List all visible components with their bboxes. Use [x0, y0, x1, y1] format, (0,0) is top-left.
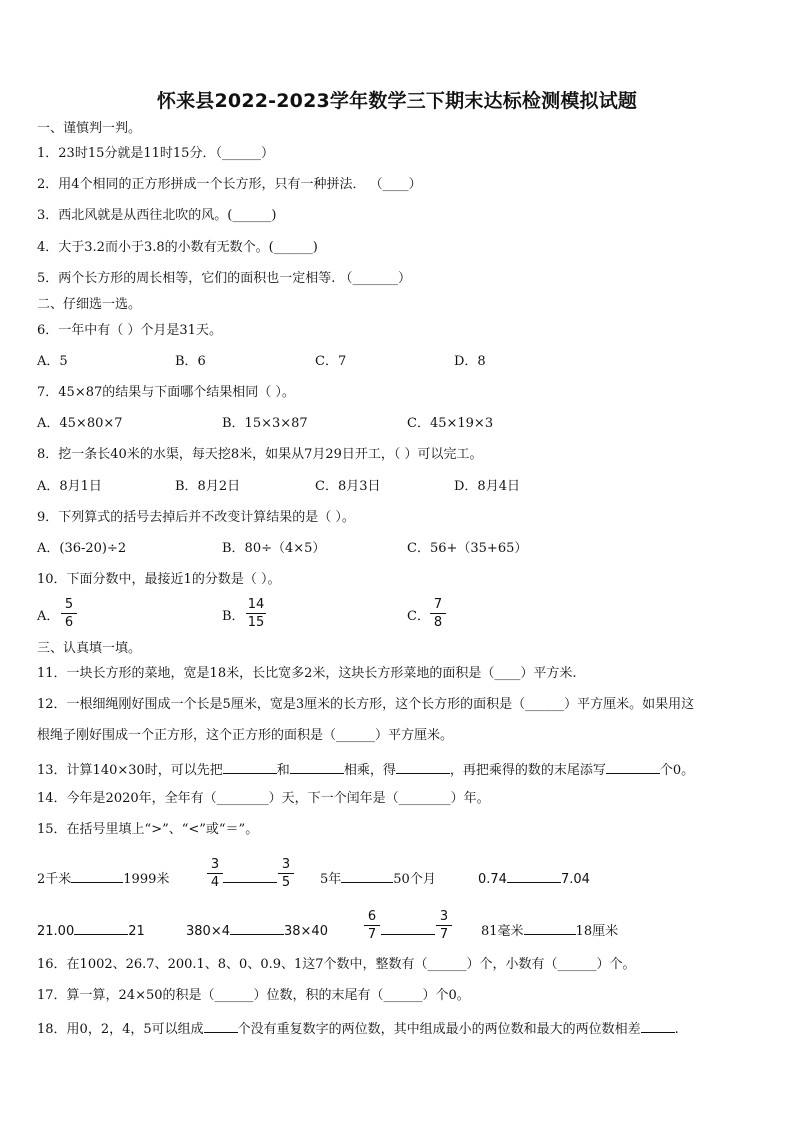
compare-item-length [481, 920, 618, 941]
question-17: 17．算一算，24×50的积是（______）位数，积的末尾有（______）个0。 [37, 988, 470, 1003]
fraction-denominator: 4 [210, 875, 220, 890]
fraction-numerator: 3 [281, 857, 291, 872]
compare-fraction-left-2 [364, 909, 380, 942]
question-18 [37, 1018, 679, 1039]
question-15-stem: 15．在括号里填上“>”、“<”或“＝”。 [37, 822, 259, 837]
fraction-denominator: 6 [64, 615, 74, 630]
question-10-option-a-fraction [61, 597, 77, 630]
compare-right: 18厘米 [575, 924, 619, 939]
compare-right: 38×40 [283, 924, 328, 939]
compare-item-products [186, 920, 328, 941]
compare-fraction-blank [223, 868, 277, 889]
question-7-option-c: C．45×19×3 [407, 416, 494, 431]
question-9-option-c: C．56+（35+65） [407, 541, 528, 556]
question-18-part-1: 18．用0，2，4，5可以组成 [37, 1022, 204, 1037]
section-heading-fill: 三、认真填一填。 [37, 641, 142, 656]
question-6-option-b: B．6 [175, 354, 206, 369]
question-4: 4．大于3.2而小于3.8的小数有无数个。(______) [37, 240, 318, 255]
compare-item-decimals [478, 868, 590, 889]
fraction-numerator: 3 [439, 909, 449, 924]
answer-blank[interactable] [606, 759, 660, 774]
fraction-bar [436, 925, 452, 926]
answer-blank[interactable] [74, 920, 128, 935]
fraction-numerator: 14 [247, 597, 265, 612]
question-8-option-d: D．8月4日 [454, 479, 520, 494]
compare-right: 50个月 [393, 872, 436, 887]
fraction-bar [430, 613, 446, 614]
section-heading-judge: 一、谨慎判一判。 [37, 121, 142, 136]
question-13 [37, 759, 694, 780]
compare-item-km [37, 868, 169, 889]
page-title: 怀来县2022-2023学年数学三下期末达标检测模拟试题 [156, 90, 638, 112]
question-9-stem: 9．下列算式的括号去掉后并不改变计算结果的是（ ）。 [37, 510, 355, 525]
question-7-option-a: A．45×80×7 [37, 416, 123, 431]
question-9-option-a: A．(36-20)÷2 [37, 541, 127, 556]
fraction-denominator: 15 [247, 615, 265, 630]
answer-blank[interactable] [223, 868, 277, 883]
fraction-bar [207, 873, 223, 874]
compare-fraction-blank-2 [381, 920, 435, 941]
fraction-numerator: 5 [64, 597, 74, 612]
compare-item-years [320, 868, 436, 889]
question-18-part-2: 个没有重复数字的两位数，其中组成最小的两位数和最大的两位数相差 [237, 1022, 641, 1037]
compare-item-decimal-whole [37, 920, 145, 941]
question-7-option-b: B．15×3×87 [222, 416, 308, 431]
question-14: 14．今年是2020年，全年有（________）天，下一个闰年是（________）年。 [37, 791, 490, 806]
compare-left: 21.00 [37, 924, 75, 939]
compare-left: 380×4 [186, 924, 230, 939]
fraction-denominator: 7 [367, 927, 377, 942]
answer-blank[interactable] [381, 920, 435, 935]
fraction-bar [364, 925, 380, 926]
question-13-part-2: 和 [276, 763, 290, 778]
compare-fraction-left [207, 857, 223, 890]
compare-right: 21 [128, 924, 145, 939]
question-9-option-b: B．80÷（4×5） [222, 541, 326, 556]
answer-blank[interactable] [507, 868, 561, 883]
answer-blank[interactable] [204, 1018, 238, 1033]
fraction-bar [61, 613, 77, 614]
fraction-bar [246, 613, 266, 614]
question-10-option-c-label: C． [407, 609, 430, 624]
compare-left: 0.74 [478, 872, 507, 887]
question-8-option-b: B．8月2日 [175, 479, 241, 494]
fraction-numerator: 7 [433, 597, 443, 612]
compare-left: 2千米 [37, 872, 72, 887]
fraction-denominator: 5 [281, 875, 291, 890]
question-13-part-4: ，再把乘得的数的末尾添写 [449, 763, 606, 778]
question-8-option-a: A．8月1日 [37, 479, 102, 494]
question-13-part-5: 个0。 [659, 763, 695, 778]
compare-left: 5年 [320, 872, 342, 887]
answer-blank[interactable] [524, 920, 576, 935]
answer-blank[interactable] [290, 759, 344, 774]
fraction-numerator: 3 [210, 857, 220, 872]
answer-blank[interactable] [641, 1018, 675, 1033]
answer-blank[interactable] [71, 868, 123, 883]
question-5: 5．两个长方形的周长相等，它们的面积也一定相等. （_______） [37, 271, 412, 286]
question-16: 16．在1002、26.7、200.1、8、0、0.9、1这7个数中，整数有（______）个，小数有（______）个。 [37, 957, 636, 972]
answer-blank[interactable] [230, 920, 284, 935]
question-6-option-c: C．7 [315, 354, 347, 369]
compare-fraction-right-2 [436, 909, 452, 942]
question-12-line-1: 12．一根细绳刚好围成一个长是5厘米，宽是3厘米的长方形，这个长方形的面积是（______）平方厘米。如果用这 [37, 697, 695, 712]
compare-right: 7.04 [560, 872, 590, 887]
section-heading-choose: 二、仔细选一选。 [37, 297, 142, 312]
question-11: 11．一块长方形的菜地，宽是18米，长比宽多2米，这块长方形菜地的面积是（____）平方米. [37, 666, 577, 681]
question-2: 2．用4个相同的正方形拼成一个长方形，只有一种拼法． （____） [37, 177, 422, 192]
question-3: 3．西北风就是从西往北吹的风。(______) [37, 208, 277, 223]
question-13-part-1: 13．计算140×30时，可以先把 [37, 763, 223, 778]
question-13-part-3: 相乘，得 [343, 763, 396, 778]
question-7-stem: 7．45×87的结果与下面哪个结果相同（ ）。 [37, 385, 295, 400]
question-6-option-d: D．8 [454, 354, 486, 369]
compare-left: 81毫米 [481, 924, 524, 939]
fraction-denominator: 8 [433, 615, 443, 630]
question-10-option-b-fraction [246, 597, 266, 630]
question-18-part-3: . [674, 1022, 679, 1037]
answer-blank[interactable] [223, 759, 277, 774]
question-1: 1．23时15分就是11时15分．（______） [37, 146, 274, 161]
answer-blank[interactable] [341, 868, 393, 883]
question-6-stem: 6．一年中有（ ）个月是31天。 [37, 323, 222, 338]
question-10-option-a-label: A． [37, 609, 60, 624]
question-10-stem: 10．下面分数中，最接近1的分数是（ ）。 [37, 572, 281, 587]
fraction-numerator: 6 [367, 909, 377, 924]
question-10-option-c-fraction [430, 597, 446, 630]
compare-fraction-right [278, 857, 294, 890]
question-6-option-a: A．5 [37, 354, 68, 369]
question-8-option-c: C．8月3日 [315, 479, 381, 494]
fraction-denominator: 7 [439, 927, 449, 942]
compare-right: 1999米 [123, 872, 170, 887]
question-10-option-b-label: B． [222, 609, 245, 624]
question-12-line-2: 根绳子刚好围成一个正方形，这个正方形的面积是（______）平方厘米。 [37, 728, 454, 743]
answer-blank[interactable] [396, 759, 450, 774]
question-8-stem: 8．挖一条长40米的水渠，每天挖8米，如果从7月29日开工，（ ）可以完工。 [37, 447, 483, 462]
fraction-bar [278, 873, 294, 874]
